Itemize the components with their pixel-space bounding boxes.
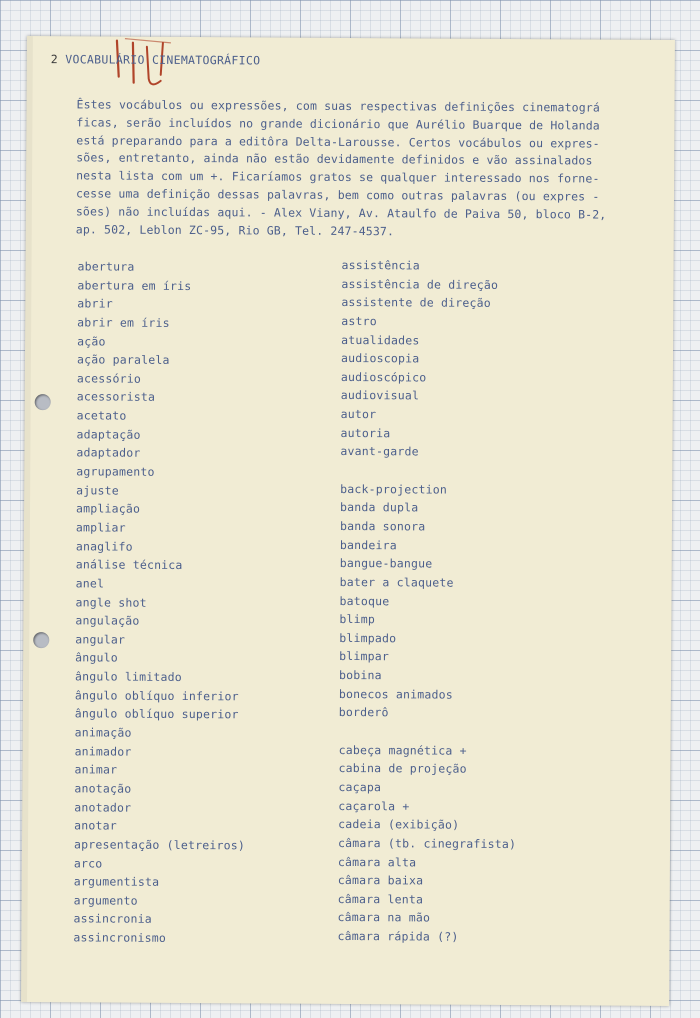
term-entry: ângulo limitado bbox=[75, 669, 182, 685]
term-entry: anotador bbox=[74, 799, 132, 815]
term-entry: ângulo oblíquo inferior bbox=[74, 688, 239, 704]
term-entry: anaglifo bbox=[75, 538, 133, 554]
term-entry: abertura bbox=[77, 259, 135, 274]
term-entry: caçarola + bbox=[338, 798, 410, 813]
term-entry: ajuste bbox=[76, 483, 119, 498]
title-prefix: 2 bbox=[50, 52, 59, 67]
intro-line: ficas, serão incluídos no grande dicionário que Aurélio Buarque de Holanda bbox=[76, 115, 600, 133]
term-entry: assincronismo bbox=[73, 930, 167, 945]
term-entry: bater a claquete bbox=[339, 574, 454, 590]
intro-paragraph bbox=[76, 96, 667, 242]
term-entry: anotação bbox=[74, 781, 132, 796]
punch-hole bbox=[35, 394, 51, 410]
term-entry: blimpar bbox=[339, 649, 390, 664]
term-entry: borderô bbox=[338, 705, 389, 720]
term-entry: bandeira bbox=[339, 537, 397, 552]
term-entry bbox=[340, 461, 518, 481]
term-entry: animar bbox=[74, 762, 118, 777]
term-entry: audiovisual bbox=[340, 388, 420, 403]
term-entry: apresentação (letreiros) bbox=[73, 837, 246, 853]
term-entry: cabina de projeção bbox=[338, 761, 467, 777]
term-entry: ampliação bbox=[76, 501, 141, 517]
document-title bbox=[51, 52, 261, 67]
term-entry: câmara alta bbox=[337, 854, 417, 869]
term-entry: avant-garde bbox=[340, 444, 419, 459]
term-entry: bangue-bangue bbox=[339, 556, 433, 571]
term-entry: ampliar bbox=[75, 520, 126, 535]
term-entry: cabeça magnética + bbox=[338, 742, 467, 758]
term-entry: câmara rápida (?) bbox=[337, 929, 459, 944]
term-entry: ângulo bbox=[75, 650, 118, 666]
term-entry: câmara na mão bbox=[337, 910, 431, 925]
term-entry: cadeia (exibição) bbox=[338, 817, 460, 832]
term-list-right bbox=[337, 256, 519, 947]
term-entry: assincronia bbox=[73, 911, 152, 927]
punch-hole bbox=[33, 632, 49, 648]
term-entry: ação bbox=[77, 333, 106, 349]
term-entry: autoria bbox=[340, 425, 391, 441]
term-entry: blimpado bbox=[339, 630, 397, 646]
term-entry: ângulo oblíquo superior bbox=[74, 706, 239, 722]
term-entry: animador bbox=[74, 743, 132, 759]
term-entry: câmara baixa bbox=[337, 873, 424, 888]
term-entry: anel bbox=[75, 576, 105, 591]
term-entry: audioscópico bbox=[340, 369, 427, 385]
intro-line: sões, entretanto, ainda não estão devidamente definidos e vão assinalados bbox=[76, 150, 593, 168]
term-entry: caçapa bbox=[338, 779, 382, 795]
term-entry: animação bbox=[74, 725, 132, 740]
term-entry: banda sonora bbox=[339, 518, 426, 534]
typed-page bbox=[21, 36, 675, 1006]
intro-line: ap. 502, Leblon ZC-95, Rio GB, Tel. 247-4537. bbox=[75, 221, 395, 238]
term-entry: assistência de direção bbox=[341, 276, 499, 292]
term-list-left bbox=[73, 257, 248, 948]
intro-line: nesta lista com um +. Ficaríamos gratos se qualquer interessado nos forne- bbox=[76, 168, 600, 186]
term-entry: acessório bbox=[76, 371, 142, 386]
term-entry: assistente de direção bbox=[341, 295, 491, 311]
term-entry: acessorista bbox=[76, 389, 156, 405]
term-entry: câmara lenta bbox=[337, 891, 424, 907]
term-entry: angular bbox=[75, 632, 126, 647]
intro-line: cesse uma definição dessas palavras, bem como outras palavras (ou expres - bbox=[75, 186, 600, 204]
intro-line: está preparando para a editôra Delta-Larousse. Certos vocábulos ou expres- bbox=[76, 132, 600, 151]
term-entry: bobina bbox=[339, 668, 382, 683]
term-entry: angle shot bbox=[75, 594, 147, 610]
term-entry: banda dupla bbox=[340, 500, 419, 515]
title-text: VOCABULÁRIO CINEMATOGRÁFICO bbox=[65, 52, 261, 68]
term-entry: angulação bbox=[75, 613, 140, 628]
term-entry: argumentista bbox=[73, 874, 160, 889]
term-entry: agrupamento bbox=[76, 464, 155, 479]
term-entry: análise técnica bbox=[75, 557, 183, 573]
term-entry: abrir bbox=[77, 296, 113, 311]
term-entry: autor bbox=[340, 407, 377, 422]
term-entry: ação paralela bbox=[76, 352, 170, 368]
term-entry: audioscopia bbox=[340, 351, 420, 366]
term-entry bbox=[339, 722, 517, 742]
term-entry: abrir em íris bbox=[77, 315, 170, 330]
term-entry: batoque bbox=[339, 593, 390, 608]
intro-line: sões) não incluídas aqui. - Alex Viany, Av. Ataulfo de Paiva 50, bloco B-2, bbox=[75, 204, 607, 222]
term-entry: back-projection bbox=[340, 481, 448, 497]
term-entry: acetato bbox=[76, 408, 127, 423]
term-entry: argumento bbox=[73, 893, 138, 908]
term-entry: assistência bbox=[341, 257, 420, 273]
term-entry: anotar bbox=[74, 818, 117, 833]
term-entry: arco bbox=[73, 855, 103, 871]
term-entry: adaptação bbox=[76, 427, 141, 442]
term-entry: astro bbox=[341, 313, 377, 329]
term-entry: abertura em íris bbox=[77, 277, 192, 293]
page-edge-shadow bbox=[21, 36, 33, 1002]
intro-line: Êstes vocábulos ou expressões, com suas respectivas definições cinematográ bbox=[76, 97, 601, 115]
term-entry: adaptador bbox=[76, 445, 141, 461]
term-entry: blimp bbox=[339, 612, 376, 627]
term-entry: atualidades bbox=[341, 332, 420, 347]
term-entry: câmara (tb. cinegrafista) bbox=[337, 835, 517, 851]
term-entry: bonecos animados bbox=[338, 686, 453, 702]
